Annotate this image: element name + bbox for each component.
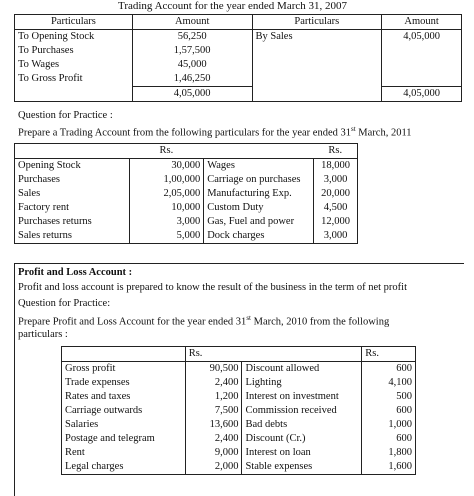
list-item: Rates and taxes [65, 391, 131, 402]
practice-heading: Question for Practice : [18, 110, 113, 121]
list-value: 3,000 [323, 174, 348, 185]
list-item: Stable expenses [245, 461, 313, 472]
pl-col-bv [362, 362, 416, 475]
practice-col-av [129, 159, 204, 244]
pl-table [61, 346, 416, 475]
list-value: 18,000 [321, 160, 350, 171]
list-value: 4,500 [323, 202, 348, 213]
list-value: 2,05,000 [163, 188, 201, 199]
list-item: Legal charges [65, 461, 124, 472]
pl-col-b [242, 362, 362, 475]
list-item: Postage and telegram [65, 433, 155, 444]
debit-labels [15, 30, 133, 87]
list-item: Sales [18, 188, 41, 199]
trading-item-label: To Opening Stock [18, 31, 95, 42]
list-value: 7,500 [214, 405, 239, 416]
col-header: Amount [382, 15, 462, 30]
list-value: 3,000 [323, 230, 348, 241]
col-header: Amount [132, 15, 252, 30]
list-item: Discount allowed [245, 363, 320, 374]
list-value: 1,600 [388, 461, 412, 472]
total-right: 4,05,000 [382, 87, 462, 102]
trading-account-table [14, 14, 462, 102]
pl-prompt [18, 314, 462, 328]
pl-heading: Profit and Loss Account : [18, 267, 133, 278]
trading-item-amount: 1,57,500 [173, 45, 211, 56]
list-value: 90,500 [209, 363, 239, 374]
list-value: 2,400 [214, 377, 239, 388]
list-item: Commission received [245, 405, 337, 416]
list-value: 600 [396, 405, 412, 416]
list-value: 3,000 [176, 216, 201, 227]
list-value: 600 [396, 433, 412, 444]
currency-label: Rs. [314, 144, 358, 159]
list-value: 2,400 [214, 433, 239, 444]
list-value: 600 [396, 363, 412, 374]
trading-item-label: To Purchases [18, 45, 74, 56]
list-item: Rent [65, 447, 85, 458]
pl-prompt-line2: particulars : [18, 329, 68, 340]
list-item: Manufacturing Exp. [207, 188, 292, 199]
list-value: 4,100 [388, 377, 412, 388]
practice-col-a [15, 159, 130, 244]
prompt-text-end: March, 2010 from the following [250, 316, 390, 328]
trading-item-label: To Gross Profit [18, 73, 83, 84]
list-item: Factory rent [18, 202, 70, 213]
list-item: Carriage outwards [65, 405, 143, 416]
list-item: Wages [207, 160, 235, 171]
list-item: Custom Duty [207, 202, 264, 213]
list-item: Discount (Cr.) [245, 433, 306, 444]
list-item: Interest on loan [245, 447, 311, 458]
list-value: 1,000 [388, 419, 412, 430]
list-item: Purchases [18, 174, 60, 185]
pl-col-av [185, 362, 242, 475]
list-value: 1,800 [388, 447, 412, 458]
prompt-sup: st [351, 125, 356, 133]
list-item: Gas, Fuel and power [207, 216, 295, 227]
list-value: 1,200 [214, 391, 239, 402]
list-value: 13,600 [209, 419, 239, 430]
col-header: Particulars [252, 15, 382, 30]
practice-col-b [204, 159, 314, 244]
list-item: Carriage on purchases [207, 174, 301, 185]
col-header: Particulars [15, 15, 133, 30]
pl-paragraph: Profit and loss account is prepared to know the result of the business in the term of net profit [18, 282, 407, 293]
list-value: 9,000 [214, 447, 239, 458]
trading-item-amount: 56,250 [177, 31, 207, 42]
list-item: Purchases returns [18, 216, 92, 227]
prompt-text: Prepare Profit and Loss Account for the year ended 31 [18, 316, 247, 328]
list-value: 2,000 [214, 461, 239, 472]
list-item: Bad debts [245, 419, 288, 430]
list-item: Sales returns [18, 230, 72, 241]
list-item: Interest on investment [245, 391, 339, 402]
total-left: 4,05,000 [132, 87, 252, 102]
list-value: 5,000 [176, 230, 201, 241]
list-item: Lighting [245, 377, 282, 388]
list-value: 30,000 [171, 160, 201, 171]
prompt-text: Prepare a Trading Account from the following particulars for the year ended 31 [18, 127, 351, 139]
list-item: Salaries [65, 419, 99, 430]
list-item: Trade expenses [65, 377, 130, 388]
list-item: Gross profit [65, 363, 116, 374]
list-value: 20,000 [321, 188, 350, 199]
prompt-text-end: March, 2011 [355, 127, 412, 139]
prompt-sup: st [246, 314, 251, 322]
practice-trading-table [14, 143, 358, 244]
list-value: 10,000 [171, 202, 201, 213]
currency-label: Rs. [185, 347, 242, 362]
list-item: Dock charges [207, 230, 265, 241]
credit-amounts [382, 30, 462, 87]
list-value: 1,00,000 [163, 174, 201, 185]
trading-item-amount: 45,000 [177, 59, 207, 70]
list-value: 12,000 [321, 216, 350, 227]
debit-amounts [132, 30, 252, 87]
trading-item-label: By Sales [255, 31, 293, 42]
list-value: 500 [396, 391, 412, 402]
credit-labels [252, 30, 382, 87]
pl-col-a [62, 362, 186, 475]
trading-title: Trading Account for the year ended March 31, 2007 [118, 0, 348, 12]
practice-col-bv [314, 159, 358, 244]
pl-question: Question for Practice: [18, 298, 111, 309]
practice-prompt [18, 125, 412, 139]
trading-item-amount: 4,05,000 [403, 31, 440, 42]
list-item: Opening Stock [18, 160, 81, 171]
trading-item-amount: 1,46,250 [173, 73, 211, 84]
currency-label: Rs. [362, 347, 416, 362]
currency-label: Rs. [129, 144, 204, 159]
trading-item-label: To Wages [18, 59, 60, 70]
